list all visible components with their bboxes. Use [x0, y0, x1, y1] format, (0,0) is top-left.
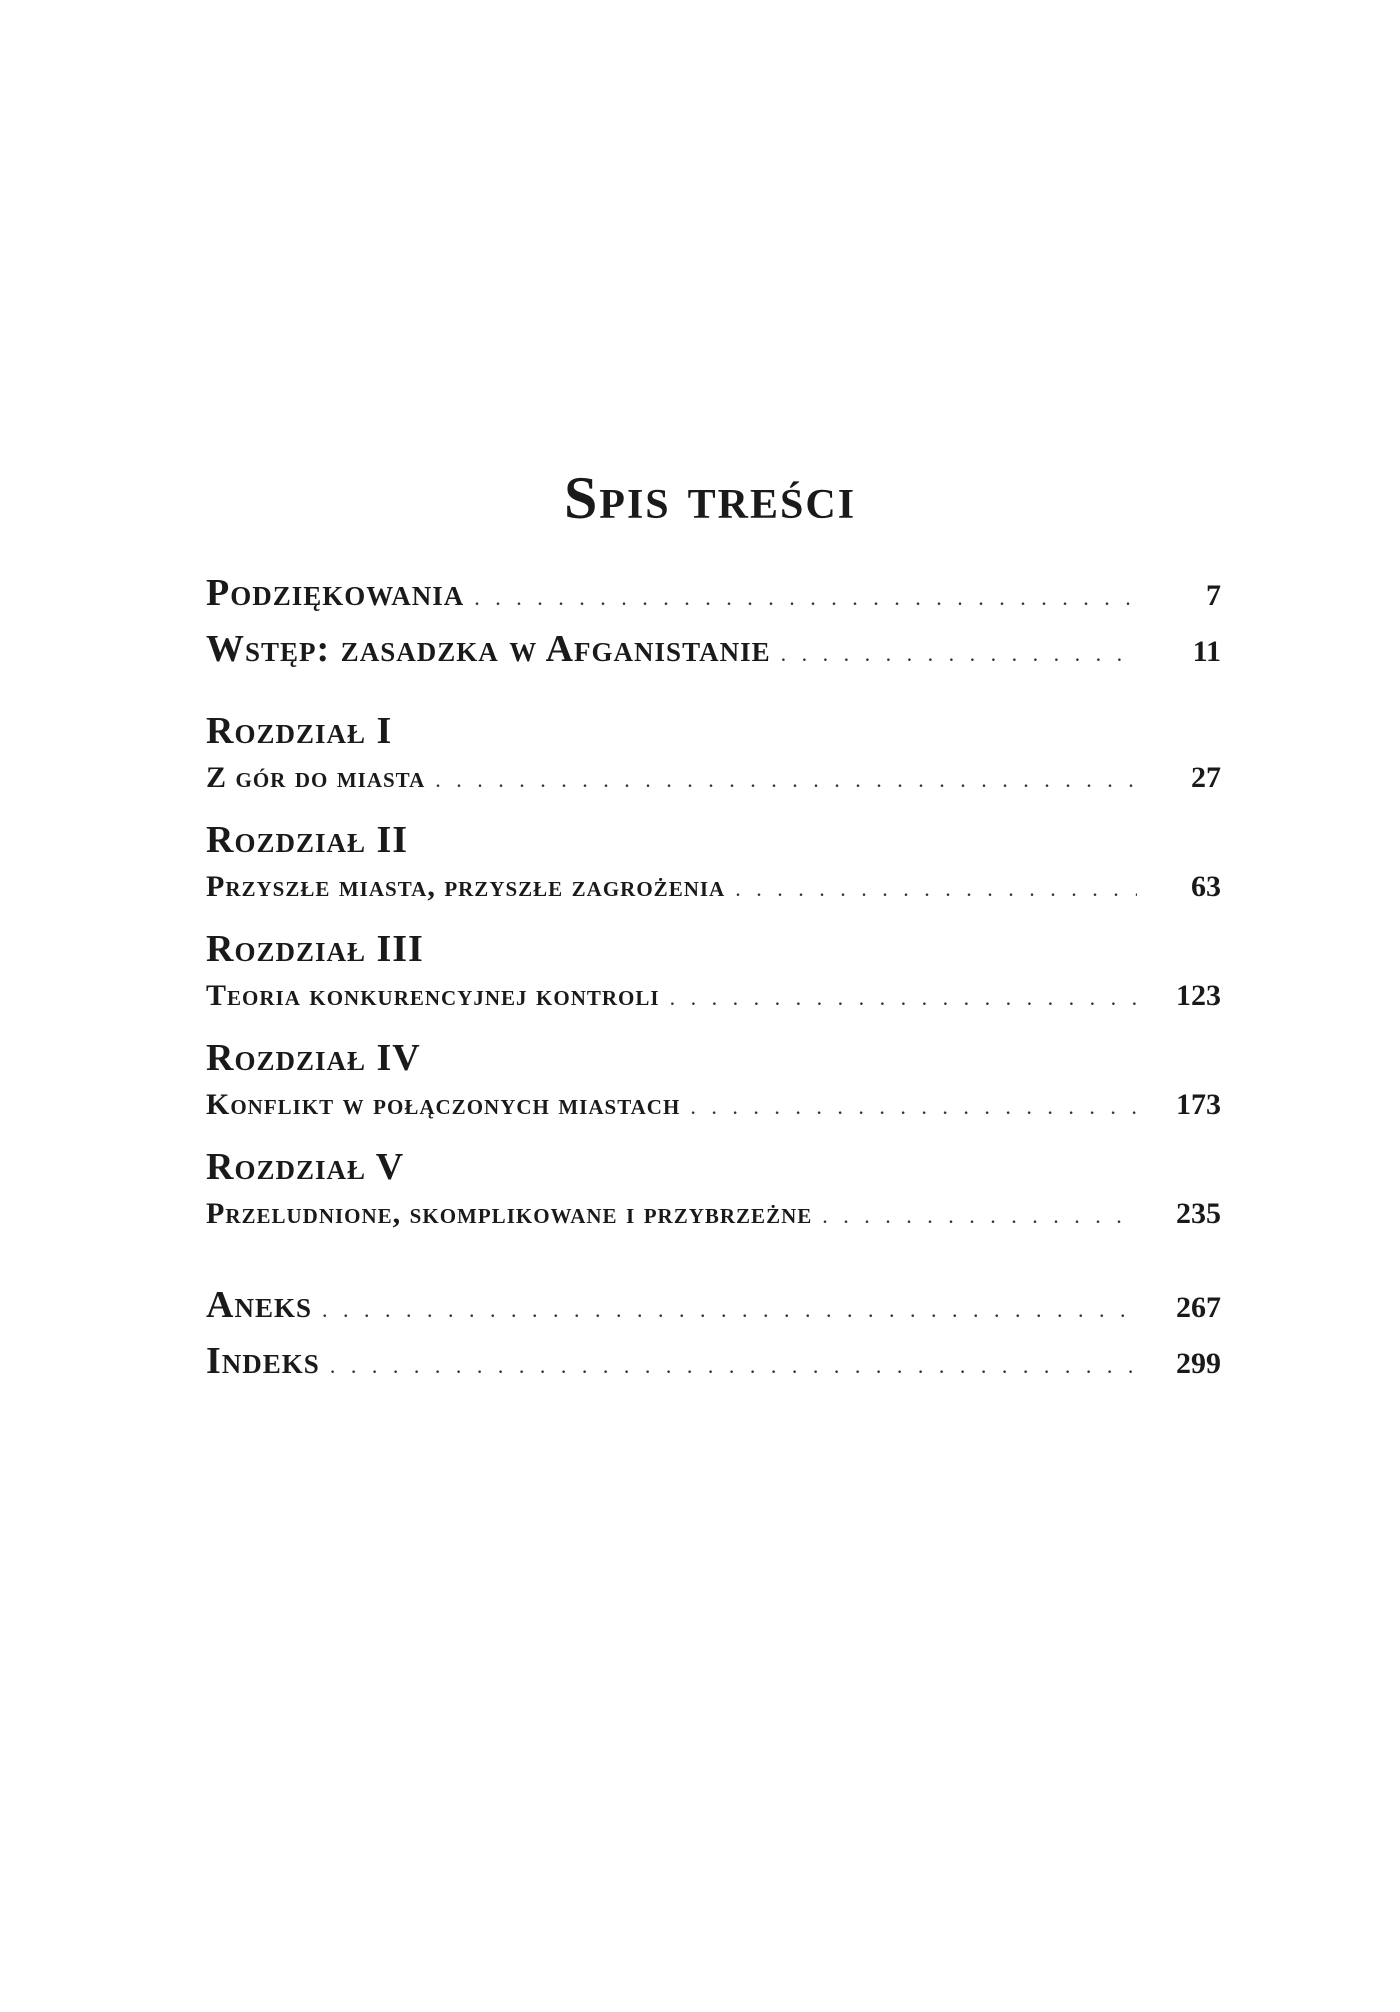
toc-page-number: 235 — [1176, 1197, 1221, 1230]
toc-page-number: 299 — [1176, 1347, 1221, 1380]
dot-leader — [330, 1341, 1137, 1391]
toc-entry-chapter-5[interactable] — [206, 1192, 1221, 1236]
toc-title: Spis treści — [563, 465, 857, 531]
toc-entry-annex[interactable] — [206, 1280, 1221, 1330]
toc-entry-index[interactable] — [206, 1336, 1221, 1386]
dot-leader — [474, 573, 1137, 623]
toc-entry-label: Przyszłe miasta, przyszłe zagrożenia — [206, 870, 726, 903]
toc-page-number: 267 — [1176, 1291, 1221, 1324]
toc-entry-introduction[interactable] — [206, 624, 1221, 674]
toc-entry-label: Teoria konkurencyjnej kontroli — [206, 979, 660, 1012]
dot-leader — [822, 1194, 1137, 1238]
toc-entry-acknowledgements[interactable] — [206, 568, 1221, 618]
toc-page-number: 173 — [1176, 1088, 1221, 1121]
dot-leader — [781, 629, 1137, 679]
toc-page-number: 7 — [1206, 579, 1221, 612]
chapter-heading: Rozdział III — [206, 928, 424, 970]
dot-leader — [735, 867, 1137, 911]
toc-entry-label: Podziękowania — [206, 572, 465, 614]
chapter-heading: Rozdział II — [206, 819, 409, 861]
toc-page-number: 11 — [1192, 635, 1221, 668]
chapter-heading: Rozdział IV — [206, 1037, 421, 1079]
dot-leader — [435, 758, 1137, 802]
chapter-heading: Rozdział I — [206, 710, 393, 752]
toc-entry-label: Z gór do miasta — [206, 761, 426, 794]
toc-entry-label: Indeks — [206, 1340, 320, 1382]
dot-leader — [670, 976, 1137, 1020]
dot-leader — [690, 1085, 1137, 1129]
toc-page-number: 27 — [1191, 761, 1221, 794]
toc-entry-chapter-2[interactable] — [206, 865, 1221, 909]
toc-entry-label: Przeludnione, skomplikowane i przybrzeżne — [206, 1197, 813, 1230]
toc-entry-chapter-3[interactable] — [206, 974, 1221, 1018]
toc-entry-chapter-1[interactable] — [206, 756, 1221, 800]
chapter-heading: Rozdział V — [206, 1146, 405, 1188]
toc-entry-label: Konflikt w połączonych miastach — [206, 1088, 681, 1121]
toc-entry-label: Aneks — [206, 1284, 312, 1326]
toc-page-number: 123 — [1176, 979, 1221, 1012]
toc-entry-label: Wstęp: zasadzka w Afganistanie — [206, 628, 771, 670]
toc-page-number: 63 — [1191, 870, 1221, 903]
toc-entry-chapter-4[interactable] — [206, 1083, 1221, 1127]
dot-leader — [322, 1285, 1137, 1335]
